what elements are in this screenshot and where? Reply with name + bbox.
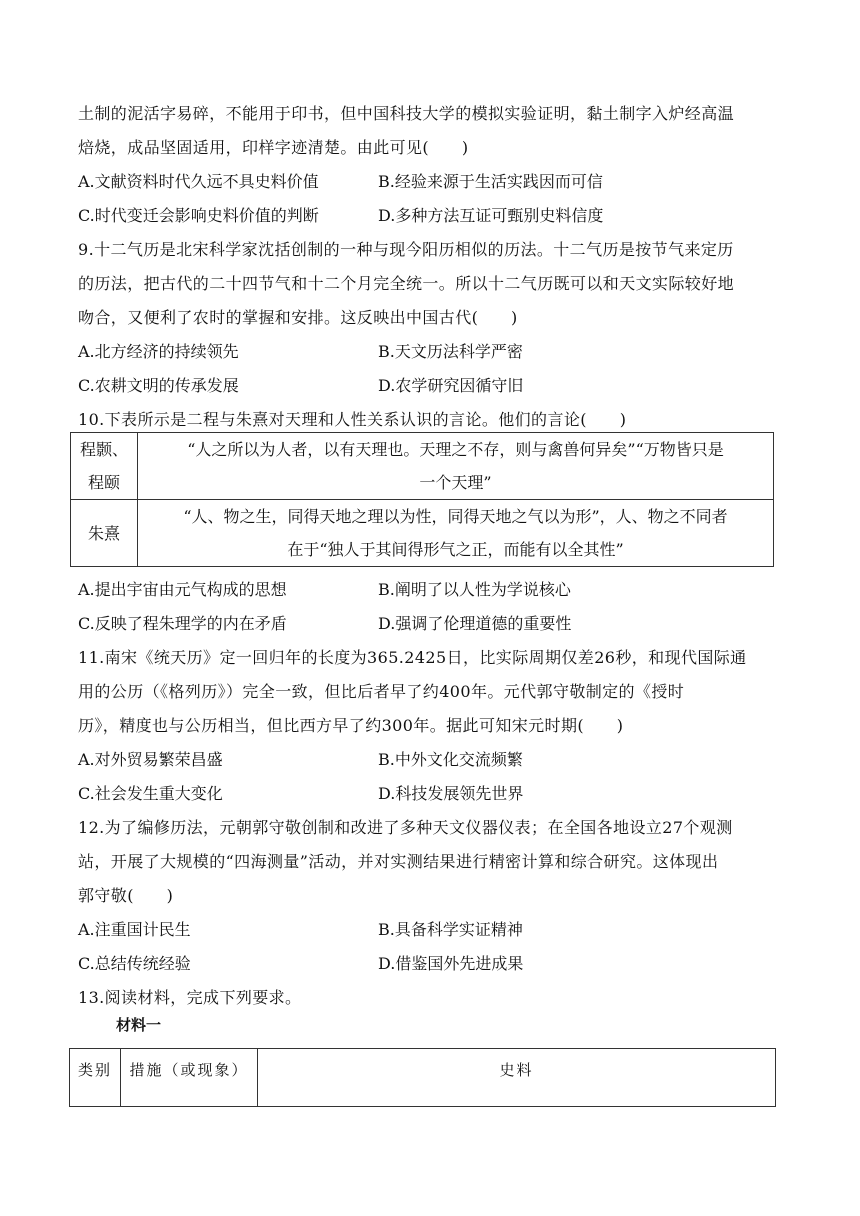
q12-option-d: D.借鉴国外先进成果 [378, 954, 524, 973]
material-heading: 材料一 [116, 1016, 162, 1034]
q8-option-c: C.时代变迁会影响史料价值的判断 [78, 206, 319, 225]
q8-option-b: B.经验来源于生活实践因而可信 [378, 172, 603, 191]
q10-quote-table [70, 432, 774, 567]
q10-option-c: C.反映了程朱理学的内在矛盾 [78, 614, 287, 633]
q12-option-c: C.总结传统经验 [78, 954, 191, 973]
q10-stem: 10.下表所示是二程与朱熹对天理和人性关系认识的言论。他们的言论( ) [78, 410, 627, 429]
q10-option-d: D.强调了伦理道德的重要性 [378, 614, 572, 633]
q10-option-b: B.阐明了以人性为学说核心 [378, 580, 571, 599]
speaker-cell [71, 433, 138, 500]
q12-line-1: 12.为了编修历法，元朝郭守敬创制和改进了多种天文仪器仪表；在全国各地设立27个观测 [78, 818, 733, 837]
header-measure: 措施（或现象） [121, 1049, 258, 1107]
q9-option-a: A.北方经济的持续领先 [78, 342, 239, 361]
q8-option-a: A.文献资料时代久远不具史料价值 [78, 172, 319, 191]
q11-option-d: D.科技发展领先世界 [378, 784, 524, 803]
q12-option-b: B.具备科学实证精神 [378, 920, 523, 939]
q11-option-a: A.对外贸易繁荣昌盛 [78, 750, 223, 769]
quote-cell [138, 433, 774, 500]
speaker-name: 朱熹 [87, 523, 120, 543]
speaker-name: 程颐 [87, 473, 120, 492]
q11-line-2: 用的公历（《格列历》）完全一致，但比后者早了约400年。元代郭守敬制定的《授时 [78, 682, 685, 701]
q9-line-2: 的历法，把古代的二十四节气和十二个月完全统一。所以十二气历既可以和天文实际较好地 [78, 274, 735, 293]
quote-line: 一个天理” [419, 473, 492, 492]
q11-line-1: 11.南宋《统天历》定一回归年的长度为365.2425日，比实际周期仅差26秒，和现代国际通 [78, 648, 747, 667]
q11-option-c: C.社会发生重大变化 [78, 784, 223, 803]
q9-line-1: 9.十二气历是北宋科学家沈括创制的一种与现今阳历相似的历法。十二气历是按节气来定历 [78, 240, 734, 259]
q11-option-b: B.中外文化交流频繁 [378, 750, 523, 769]
header-category: 类别 [70, 1049, 121, 1107]
q9-option-c: C.农耕文明的传承发展 [78, 376, 239, 395]
q8-option-d: D.多种方法互证可甄别史料信度 [378, 206, 604, 225]
q11-line-3: 历》，精度也与公历相当，但比西方早了约300年。据此可知宋元时期( ) [78, 716, 624, 735]
q13-material-table [69, 1048, 776, 1107]
quote-line: 在于“独人于其间得形气之正，而能有以全其性” [287, 540, 624, 559]
q13-stem: 13.阅读材料，完成下列要求。 [78, 988, 302, 1007]
q9-option-b: B.天文历法科学严密 [378, 342, 523, 361]
q8-line-2: 焙烧，成品坚固适用，印样字迹清楚。由此可见( ) [78, 138, 469, 157]
q12-line-3: 郭守敬( ) [78, 886, 174, 905]
q9-option-d: D.农学研究因循守旧 [378, 376, 524, 395]
q12-option-a: A.注重国计民生 [78, 920, 191, 939]
q10-option-a: A.提出宇宙由元气构成的思想 [78, 580, 287, 599]
q9-line-3: 吻合，又便利了农时的掌握和安排。这反映出中国古代( ) [78, 308, 518, 327]
q8-line-1: 土制的泥活字易碎，不能用于印书，但中国科技大学的模拟实验证明，黏土制字入炉经高温 [78, 104, 735, 123]
table-row [71, 433, 774, 500]
quote-line: “人之所以为人者，以有天理也。天理之不存，则与禽兽何异矣”“万物皆只是 [187, 440, 724, 459]
quote-cell [138, 500, 774, 567]
quote-line: “人、物之生，同得天地之理以为性，同得天地之气以为形”，人、物之不同者 [183, 507, 728, 526]
q12-line-2: 站，开展了大规模的“四海测量”活动，并对实测结果进行精密计算和综合研究。这体现出 [78, 852, 719, 871]
header-source: 史料 [258, 1049, 776, 1107]
speaker-name: 程颢、 [79, 440, 128, 459]
table-header-row [70, 1049, 776, 1107]
table-row [71, 500, 774, 567]
speaker-cell [71, 500, 138, 567]
